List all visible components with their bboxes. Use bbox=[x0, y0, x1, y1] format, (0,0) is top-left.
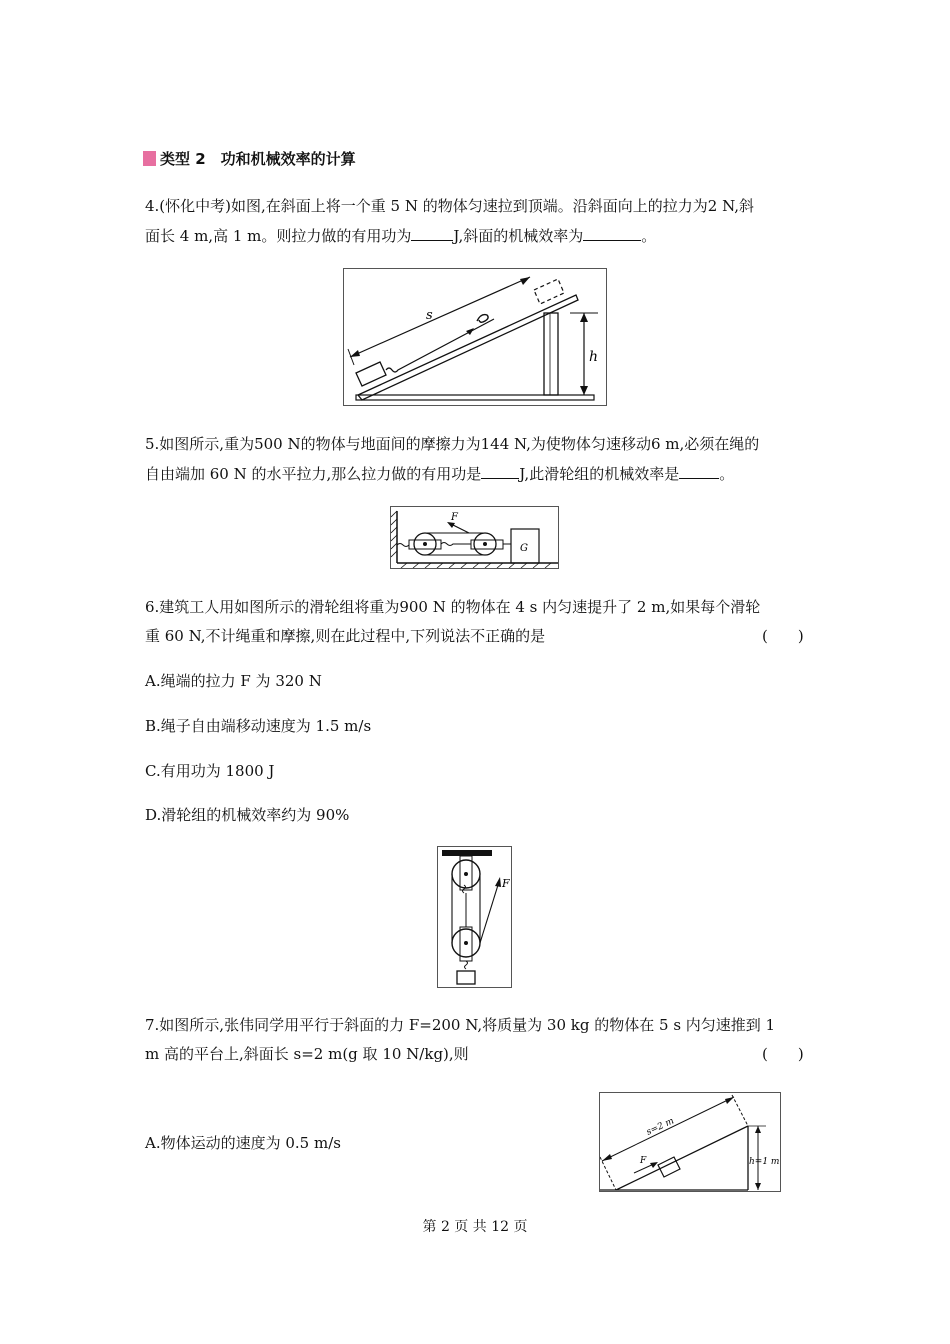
q5-G-label: G bbox=[520, 543, 528, 554]
q4-line2 bbox=[145, 226, 656, 246]
q4-line2-text-a: 面长 4 m,高 1 m。则拉力做的有用功为 bbox=[145, 227, 412, 245]
q4-h-label: h bbox=[589, 349, 599, 365]
q6-pulley-figure bbox=[437, 846, 512, 988]
q5-line2 bbox=[145, 464, 734, 484]
q5-pulley-diagram bbox=[391, 507, 558, 568]
q4-incline-figure bbox=[343, 268, 607, 406]
q4-s-arrow bbox=[350, 277, 530, 357]
q7-option-a[interactable]: A.物体运动的速度为 0.5 m/s bbox=[145, 1134, 341, 1152]
q4-incline-diagram bbox=[344, 269, 606, 405]
q4-line2-text-c: 。 bbox=[641, 227, 657, 245]
section-marker-icon bbox=[143, 151, 156, 166]
q6-answer-paren[interactable]: ( ) bbox=[762, 627, 804, 645]
q7-line2: m 高的平台上,斜面长 s=2 m(g 取 10 N/kg),则 bbox=[145, 1045, 469, 1063]
q4-line1: 4.(怀化中考)如图,在斜面上将一个重 5 N 的物体匀速拉到顶端。沿斜面向上的拉力为2 N,斜 bbox=[145, 197, 755, 215]
q5-answer-blank-2[interactable] bbox=[679, 464, 719, 479]
q5-line2-text-c: 。 bbox=[719, 465, 735, 483]
q5-line1: 5.如图所示,重为500 N的物体与地面间的摩擦力为144 N,为使物体匀速移动6 m,必须在绳的 bbox=[145, 435, 760, 453]
q4-block bbox=[356, 362, 386, 386]
q7-line1: 7.如图所示,张伟同学用平行于斜面的力 F=200 N,将质量为 30 kg 的物体在 5 s 内匀速推到 1 bbox=[145, 1016, 776, 1034]
q7-F-label: F bbox=[640, 1156, 647, 1166]
q4-support-post bbox=[544, 313, 558, 395]
q6-pulley-diagram bbox=[438, 847, 511, 987]
q6-F-label: F bbox=[502, 877, 510, 890]
q6-ceiling bbox=[442, 850, 492, 856]
q5-line2-text-a: 自由端加 60 N 的水平拉力,那么拉力做的有用功是 bbox=[145, 465, 482, 483]
q6-option-c[interactable]: C.有用功为 1800 J bbox=[145, 762, 275, 780]
q6-free-rope bbox=[480, 885, 498, 943]
q6-option-b[interactable]: B.绳子自由端移动速度为 1.5 m/s bbox=[145, 717, 372, 735]
q6-option-d[interactable]: D.滑轮组的机械效率约为 90% bbox=[145, 806, 350, 824]
q6-line2: 重 60 N,不计绳重和摩擦,则在此过程中,下列说法不正确的是 bbox=[145, 627, 546, 645]
q4-answer-blank-1[interactable] bbox=[411, 226, 453, 241]
q7-s-label: s=2 m bbox=[645, 1116, 676, 1138]
q6-line1: 6.建筑工人用如图所示的滑轮组将重为900 N 的物体在 4 s 内匀速提升了 2 m,如果每个滑轮 bbox=[145, 598, 761, 616]
q6-option-a[interactable]: A.绳端的拉力 F 为 320 N bbox=[145, 672, 322, 690]
q5-answer-blank-1[interactable] bbox=[481, 464, 519, 479]
q4-answer-blank-2[interactable] bbox=[583, 226, 641, 241]
page-footer: 第 2 页 共 12 页 bbox=[422, 1219, 528, 1235]
q4-dashed-block bbox=[534, 279, 564, 304]
q7-answer-paren[interactable]: ( ) bbox=[762, 1045, 804, 1063]
q7-incline-figure bbox=[599, 1092, 781, 1192]
q7-incline bbox=[616, 1126, 748, 1190]
q7-h-label: h=1 m bbox=[749, 1157, 780, 1167]
section-header bbox=[143, 148, 356, 169]
q5-pulley-figure bbox=[390, 506, 559, 569]
q4-ground bbox=[356, 395, 594, 400]
q6-force-arrow bbox=[495, 877, 501, 887]
q6-weight bbox=[457, 971, 475, 984]
q7-incline-diagram bbox=[600, 1093, 780, 1191]
q4-incline-plank bbox=[358, 295, 578, 400]
q5-F-label: F bbox=[451, 512, 458, 523]
q4-hand-icon bbox=[477, 315, 488, 323]
q5-line2-text-b: J,此滑轮组的机械效率是 bbox=[519, 465, 680, 483]
q4-line2-text-b: J,斜面的机械效率为 bbox=[453, 227, 584, 245]
section-title: 类型 2 功和机械效率的计算 bbox=[160, 150, 356, 168]
q4-s-label: s bbox=[426, 308, 433, 323]
q7-s-arrow bbox=[602, 1097, 734, 1161]
